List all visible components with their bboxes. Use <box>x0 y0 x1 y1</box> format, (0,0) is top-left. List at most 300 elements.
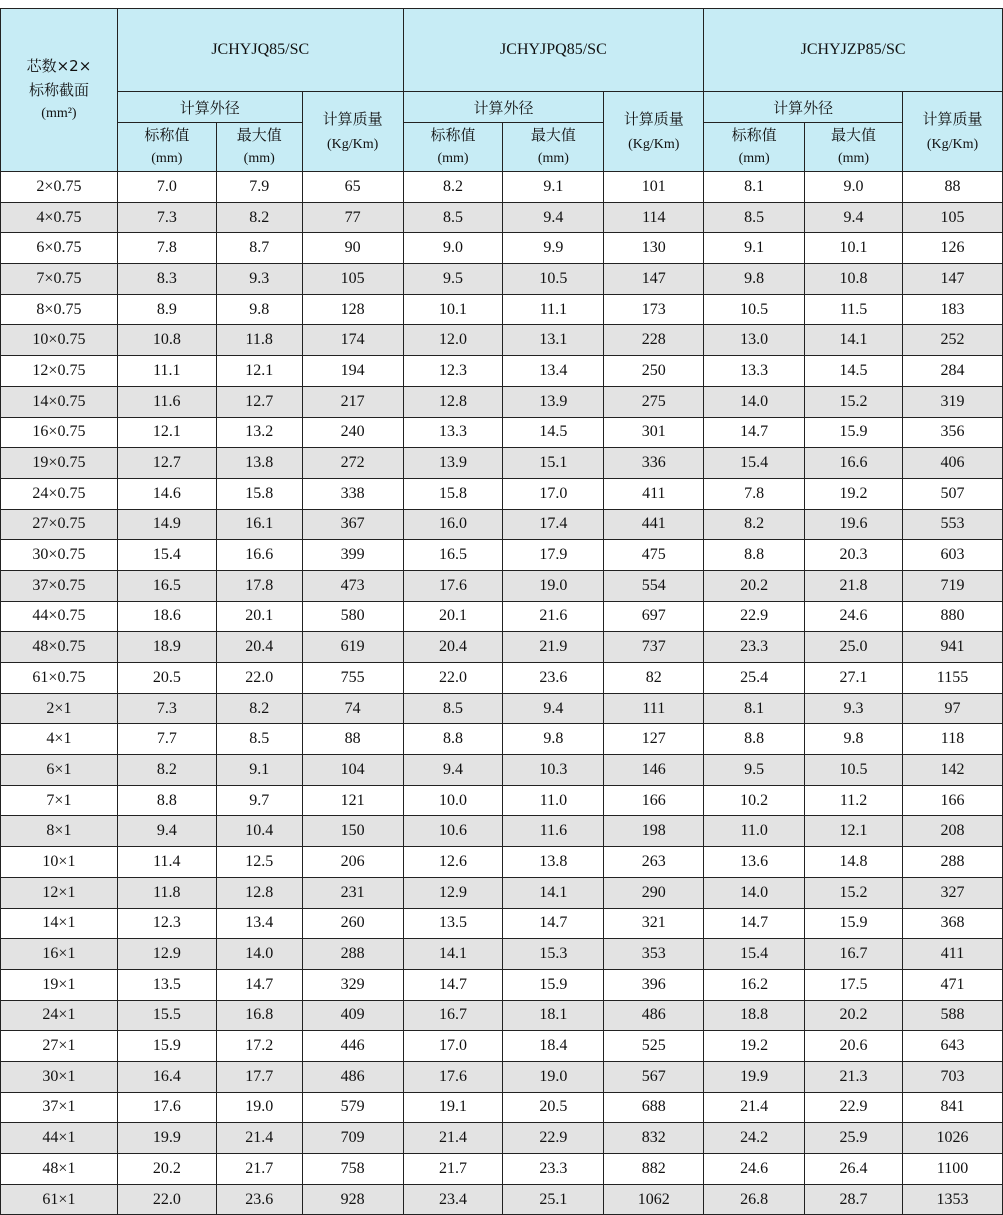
value-cell: 118 <box>902 724 1002 755</box>
value-cell: 9.3 <box>216 264 302 295</box>
value-cell: 15.2 <box>805 877 903 908</box>
value-cell: 11.0 <box>704 816 805 847</box>
value-cell: 9.8 <box>216 294 302 325</box>
value-cell: 486 <box>302 1061 403 1092</box>
value-cell: 12.1 <box>117 417 216 448</box>
value-cell: 17.6 <box>403 1061 503 1092</box>
value-cell: 9.5 <box>704 755 805 786</box>
table-row <box>1 356 1003 387</box>
value-cell: 15.9 <box>805 417 903 448</box>
value-cell: 288 <box>302 939 403 970</box>
table-row <box>1 847 1003 878</box>
value-cell: 17.7 <box>216 1061 302 1092</box>
table-row <box>1 478 1003 509</box>
spec-cell: 44×0.75 <box>1 601 118 632</box>
spec-cell: 27×1 <box>1 1031 118 1062</box>
value-cell: 17.6 <box>403 570 503 601</box>
value-cell: 367 <box>302 509 403 540</box>
value-cell: 9.1 <box>503 172 604 203</box>
value-cell: 12.9 <box>403 877 503 908</box>
table-row <box>1 448 1003 479</box>
value-cell: 20.5 <box>503 1092 604 1123</box>
value-cell: 7.3 <box>117 202 216 233</box>
value-cell: 8.8 <box>117 785 216 816</box>
table-row <box>1 264 1003 295</box>
header-mm-unit: (mm) <box>151 151 183 166</box>
value-cell: 21.4 <box>403 1123 503 1154</box>
value-cell: 688 <box>604 1092 704 1123</box>
value-cell: 327 <box>902 877 1002 908</box>
value-cell: 11.2 <box>805 785 903 816</box>
value-cell: 19.0 <box>216 1092 302 1123</box>
value-cell: 13.3 <box>403 417 503 448</box>
value-cell: 14.0 <box>704 877 805 908</box>
spec-cell: 37×0.75 <box>1 570 118 601</box>
table-row <box>1 785 1003 816</box>
spec-cell: 2×0.75 <box>1 172 118 203</box>
header-mass-1 <box>302 92 403 172</box>
value-cell: 16.7 <box>403 1000 503 1031</box>
value-cell: 486 <box>604 1000 704 1031</box>
value-cell: 24.6 <box>704 1154 805 1185</box>
value-cell: 22.0 <box>216 663 302 694</box>
value-cell: 13.5 <box>117 969 216 1000</box>
value-cell: 15.2 <box>805 386 903 417</box>
header-model-3: JCHYJZP85/SC <box>704 9 1003 92</box>
value-cell: 8.3 <box>117 264 216 295</box>
value-cell: 25.9 <box>805 1123 903 1154</box>
value-cell: 21.3 <box>805 1061 903 1092</box>
header-cores-section <box>1 9 118 172</box>
value-cell: 20.1 <box>403 601 503 632</box>
spec-cell: 12×0.75 <box>1 356 118 387</box>
value-cell: 173 <box>604 294 704 325</box>
value-cell: 24.2 <box>704 1123 805 1154</box>
table-row <box>1 325 1003 356</box>
value-cell: 23.6 <box>503 663 604 694</box>
value-cell: 336 <box>604 448 704 479</box>
value-cell: 8.2 <box>704 509 805 540</box>
value-cell: 11.5 <box>805 294 903 325</box>
spec-cell: 30×1 <box>1 1061 118 1092</box>
spec-cell: 14×1 <box>1 908 118 939</box>
value-cell: 9.5 <box>403 264 503 295</box>
value-cell: 13.0 <box>704 325 805 356</box>
value-cell: 396 <box>604 969 704 1000</box>
value-cell: 329 <box>302 969 403 1000</box>
value-cell: 21.4 <box>704 1092 805 1123</box>
value-cell: 105 <box>902 202 1002 233</box>
header-max-3 <box>805 123 903 172</box>
value-cell: 7.0 <box>117 172 216 203</box>
header-mm-unit: (mm) <box>738 151 770 166</box>
spec-cell: 61×1 <box>1 1184 118 1215</box>
value-cell: 231 <box>302 877 403 908</box>
value-cell: 183 <box>902 294 1002 325</box>
value-cell: 580 <box>302 601 403 632</box>
value-cell: 15.9 <box>117 1031 216 1062</box>
value-cell: 22.9 <box>805 1092 903 1123</box>
value-cell: 841 <box>902 1092 1002 1123</box>
table-row <box>1 509 1003 540</box>
value-cell: 290 <box>604 877 704 908</box>
value-cell: 127 <box>604 724 704 755</box>
value-cell: 11.6 <box>503 816 604 847</box>
value-cell: 8.8 <box>704 724 805 755</box>
value-cell: 12.0 <box>403 325 503 356</box>
header-max-1 <box>216 123 302 172</box>
value-cell: 26.8 <box>704 1184 805 1215</box>
value-cell: 15.4 <box>704 939 805 970</box>
header-model-2: JCHYJPQ85/SC <box>403 9 704 92</box>
value-cell: 9.4 <box>117 816 216 847</box>
value-cell: 14.6 <box>117 478 216 509</box>
value-cell: 15.8 <box>216 478 302 509</box>
header-max-label: 最大值 <box>831 126 877 144</box>
header-outer-diameter-3: 计算外径 <box>704 92 903 123</box>
value-cell: 19.9 <box>117 1123 216 1154</box>
value-cell: 252 <box>902 325 1002 356</box>
value-cell: 19.2 <box>704 1031 805 1062</box>
value-cell: 9.8 <box>805 724 903 755</box>
value-cell: 20.3 <box>805 540 903 571</box>
value-cell: 23.4 <box>403 1184 503 1215</box>
value-cell: 25.4 <box>704 663 805 694</box>
value-cell: 150 <box>302 816 403 847</box>
table-header <box>1 9 1003 172</box>
table-row <box>1 908 1003 939</box>
value-cell: 15.9 <box>503 969 604 1000</box>
value-cell: 9.0 <box>805 172 903 203</box>
header-nominal-label: 标称值 <box>731 126 777 144</box>
value-cell: 719 <box>902 570 1002 601</box>
value-cell: 9.8 <box>503 724 604 755</box>
value-cell: 82 <box>604 663 704 694</box>
value-cell: 17.6 <box>117 1092 216 1123</box>
value-cell: 758 <box>302 1154 403 1185</box>
value-cell: 406 <box>902 448 1002 479</box>
value-cell: 25.0 <box>805 632 903 663</box>
value-cell: 12.8 <box>403 386 503 417</box>
value-cell: 9.3 <box>805 693 903 724</box>
header-nominal-label: 标称值 <box>144 126 190 144</box>
header-mass-label: 计算质量 <box>922 109 983 128</box>
table-row <box>1 663 1003 694</box>
value-cell: 11.0 <box>503 785 604 816</box>
value-cell: 18.6 <box>117 601 216 632</box>
spec-cell: 7×1 <box>1 785 118 816</box>
value-cell: 14.7 <box>704 908 805 939</box>
value-cell: 880 <box>902 601 1002 632</box>
value-cell: 588 <box>902 1000 1002 1031</box>
spec-cell: 61×0.75 <box>1 663 118 694</box>
table-row <box>1 172 1003 203</box>
spec-cell: 37×1 <box>1 1092 118 1123</box>
value-cell: 22.0 <box>117 1184 216 1215</box>
value-cell: 240 <box>302 417 403 448</box>
value-cell: 14.7 <box>403 969 503 1000</box>
table-body <box>1 172 1003 1215</box>
table-row <box>1 1031 1003 1062</box>
value-cell: 7.8 <box>704 478 805 509</box>
value-cell: 13.9 <box>403 448 503 479</box>
value-cell: 23.6 <box>216 1184 302 1215</box>
value-cell: 319 <box>902 386 1002 417</box>
value-cell: 13.4 <box>216 908 302 939</box>
value-cell: 14.9 <box>117 509 216 540</box>
header-mass-label: 计算质量 <box>322 109 383 128</box>
header-cores-line1: 芯数×2× <box>26 57 92 75</box>
value-cell: 288 <box>902 847 1002 878</box>
value-cell: 14.7 <box>704 417 805 448</box>
value-cell: 20.2 <box>805 1000 903 1031</box>
value-cell: 250 <box>604 356 704 387</box>
value-cell: 7.3 <box>117 693 216 724</box>
value-cell: 8.2 <box>216 693 302 724</box>
value-cell: 13.9 <box>503 386 604 417</box>
header-mm-unit: (mm) <box>537 151 569 166</box>
value-cell: 10.8 <box>117 325 216 356</box>
value-cell: 23.3 <box>503 1154 604 1185</box>
header-mass-label: 计算质量 <box>623 109 684 128</box>
header-cores-line2: 标称截面 <box>28 81 89 99</box>
value-cell: 130 <box>604 233 704 264</box>
table-row <box>1 202 1003 233</box>
value-cell: 88 <box>302 724 403 755</box>
value-cell: 21.7 <box>403 1154 503 1185</box>
value-cell: 15.5 <box>117 1000 216 1031</box>
spec-cell: 14×0.75 <box>1 386 118 417</box>
value-cell: 17.4 <box>503 509 604 540</box>
value-cell: 8.1 <box>704 693 805 724</box>
value-cell: 19.1 <box>403 1092 503 1123</box>
value-cell: 8.5 <box>704 202 805 233</box>
table-row <box>1 294 1003 325</box>
spec-cell: 8×1 <box>1 816 118 847</box>
spec-cell: 16×0.75 <box>1 417 118 448</box>
value-cell: 8.7 <box>216 233 302 264</box>
value-cell: 22.9 <box>704 601 805 632</box>
header-mm-unit: (mm) <box>437 151 469 166</box>
value-cell: 554 <box>604 570 704 601</box>
value-cell: 7.9 <box>216 172 302 203</box>
value-cell: 88 <box>902 172 1002 203</box>
value-cell: 194 <box>302 356 403 387</box>
header-nominal-2 <box>403 123 503 172</box>
value-cell: 26.4 <box>805 1154 903 1185</box>
value-cell: 941 <box>902 632 1002 663</box>
value-cell: 17.8 <box>216 570 302 601</box>
value-cell: 507 <box>902 478 1002 509</box>
value-cell: 13.2 <box>216 417 302 448</box>
value-cell: 12.9 <box>117 939 216 970</box>
value-cell: 9.4 <box>503 202 604 233</box>
table-row <box>1 1092 1003 1123</box>
value-cell: 12.1 <box>805 816 903 847</box>
value-cell: 20.2 <box>117 1154 216 1185</box>
value-cell: 10.5 <box>503 264 604 295</box>
value-cell: 13.8 <box>503 847 604 878</box>
value-cell: 142 <box>902 755 1002 786</box>
value-cell: 15.8 <box>403 478 503 509</box>
value-cell: 77 <box>302 202 403 233</box>
value-cell: 525 <box>604 1031 704 1062</box>
value-cell: 263 <box>604 847 704 878</box>
value-cell: 166 <box>902 785 1002 816</box>
value-cell: 441 <box>604 509 704 540</box>
value-cell: 353 <box>604 939 704 970</box>
value-cell: 10.5 <box>805 755 903 786</box>
value-cell: 14.0 <box>216 939 302 970</box>
header-nominal-1 <box>117 123 216 172</box>
value-cell: 11.6 <box>117 386 216 417</box>
value-cell: 9.4 <box>805 202 903 233</box>
value-cell: 146 <box>604 755 704 786</box>
value-cell: 8.8 <box>403 724 503 755</box>
value-cell: 17.5 <box>805 969 903 1000</box>
value-cell: 15.9 <box>805 908 903 939</box>
value-cell: 12.3 <box>117 908 216 939</box>
value-cell: 11.1 <box>503 294 604 325</box>
value-cell: 22.9 <box>503 1123 604 1154</box>
value-cell: 9.8 <box>704 264 805 295</box>
value-cell: 260 <box>302 908 403 939</box>
value-cell: 473 <box>302 570 403 601</box>
header-nominal-3 <box>704 123 805 172</box>
value-cell: 105 <box>302 264 403 295</box>
spec-cell: 44×1 <box>1 1123 118 1154</box>
header-model-1: JCHYJQ85/SC <box>117 9 403 92</box>
spec-cell: 4×1 <box>1 724 118 755</box>
value-cell: 9.4 <box>403 755 503 786</box>
value-cell: 321 <box>604 908 704 939</box>
table-row <box>1 540 1003 571</box>
value-cell: 8.5 <box>216 724 302 755</box>
value-cell: 13.3 <box>704 356 805 387</box>
value-cell: 23.3 <box>704 632 805 663</box>
value-cell: 928 <box>302 1184 403 1215</box>
value-cell: 9.1 <box>216 755 302 786</box>
value-cell: 21.4 <box>216 1123 302 1154</box>
header-max-label: 最大值 <box>530 126 576 144</box>
spec-cell: 19×1 <box>1 969 118 1000</box>
value-cell: 579 <box>302 1092 403 1123</box>
spec-cell: 10×0.75 <box>1 325 118 356</box>
value-cell: 21.8 <box>805 570 903 601</box>
spec-cell: 7×0.75 <box>1 264 118 295</box>
value-cell: 10.0 <box>403 785 503 816</box>
table-row <box>1 601 1003 632</box>
table-row <box>1 1184 1003 1215</box>
header-mass-2 <box>604 92 704 172</box>
value-cell: 14.1 <box>403 939 503 970</box>
value-cell: 14.5 <box>503 417 604 448</box>
value-cell: 475 <box>604 540 704 571</box>
value-cell: 10.1 <box>403 294 503 325</box>
header-mm-unit: (mm) <box>243 151 275 166</box>
value-cell: 25.1 <box>503 1184 604 1215</box>
value-cell: 619 <box>302 632 403 663</box>
value-cell: 12.1 <box>216 356 302 387</box>
value-cell: 111 <box>604 693 704 724</box>
table-row <box>1 693 1003 724</box>
spec-cell: 6×1 <box>1 755 118 786</box>
value-cell: 882 <box>604 1154 704 1185</box>
value-cell: 206 <box>302 847 403 878</box>
value-cell: 19.2 <box>805 478 903 509</box>
value-cell: 104 <box>302 755 403 786</box>
value-cell: 90 <box>302 233 403 264</box>
header-mass-unit: (Kg/Km) <box>326 136 379 152</box>
value-cell: 147 <box>902 264 1002 295</box>
value-cell: 8.2 <box>117 755 216 786</box>
value-cell: 11.4 <box>117 847 216 878</box>
header-mass-3 <box>902 92 1002 172</box>
value-cell: 19.9 <box>704 1061 805 1092</box>
value-cell: 10.3 <box>503 755 604 786</box>
value-cell: 10.1 <box>805 233 903 264</box>
table-row <box>1 1000 1003 1031</box>
cable-spec-table <box>0 8 1003 1215</box>
value-cell: 1026 <box>902 1123 1002 1154</box>
value-cell: 284 <box>902 356 1002 387</box>
value-cell: 8.9 <box>117 294 216 325</box>
table-row <box>1 755 1003 786</box>
value-cell: 12.8 <box>216 877 302 908</box>
value-cell: 14.1 <box>805 325 903 356</box>
value-cell: 10.5 <box>704 294 805 325</box>
value-cell: 27.1 <box>805 663 903 694</box>
spec-cell: 8×0.75 <box>1 294 118 325</box>
value-cell: 8.2 <box>216 202 302 233</box>
value-cell: 28.7 <box>805 1184 903 1215</box>
value-cell: 13.4 <box>503 356 604 387</box>
value-cell: 411 <box>604 478 704 509</box>
table-row <box>1 1154 1003 1185</box>
value-cell: 10.8 <box>805 264 903 295</box>
value-cell: 20.4 <box>216 632 302 663</box>
spec-cell: 10×1 <box>1 847 118 878</box>
value-cell: 301 <box>604 417 704 448</box>
value-cell: 13.6 <box>704 847 805 878</box>
table-row <box>1 233 1003 264</box>
value-cell: 19.0 <box>503 1061 604 1092</box>
value-cell: 11.8 <box>117 877 216 908</box>
value-cell: 446 <box>302 1031 403 1062</box>
value-cell: 11.1 <box>117 356 216 387</box>
spec-cell: 6×0.75 <box>1 233 118 264</box>
value-cell: 114 <box>604 202 704 233</box>
value-cell: 20.5 <box>117 663 216 694</box>
value-cell: 15.4 <box>117 540 216 571</box>
value-cell: 10.4 <box>216 816 302 847</box>
value-cell: 16.5 <box>403 540 503 571</box>
value-cell: 16.1 <box>216 509 302 540</box>
value-cell: 19.6 <box>805 509 903 540</box>
value-cell: 74 <box>302 693 403 724</box>
table-row <box>1 816 1003 847</box>
spec-cell: 19×0.75 <box>1 448 118 479</box>
value-cell: 198 <box>604 816 704 847</box>
value-cell: 16.0 <box>403 509 503 540</box>
table-row <box>1 570 1003 601</box>
value-cell: 16.6 <box>805 448 903 479</box>
value-cell: 13.1 <box>503 325 604 356</box>
value-cell: 703 <box>902 1061 1002 1092</box>
spec-cell: 30×0.75 <box>1 540 118 571</box>
value-cell: 10.6 <box>403 816 503 847</box>
value-cell: 9.9 <box>503 233 604 264</box>
